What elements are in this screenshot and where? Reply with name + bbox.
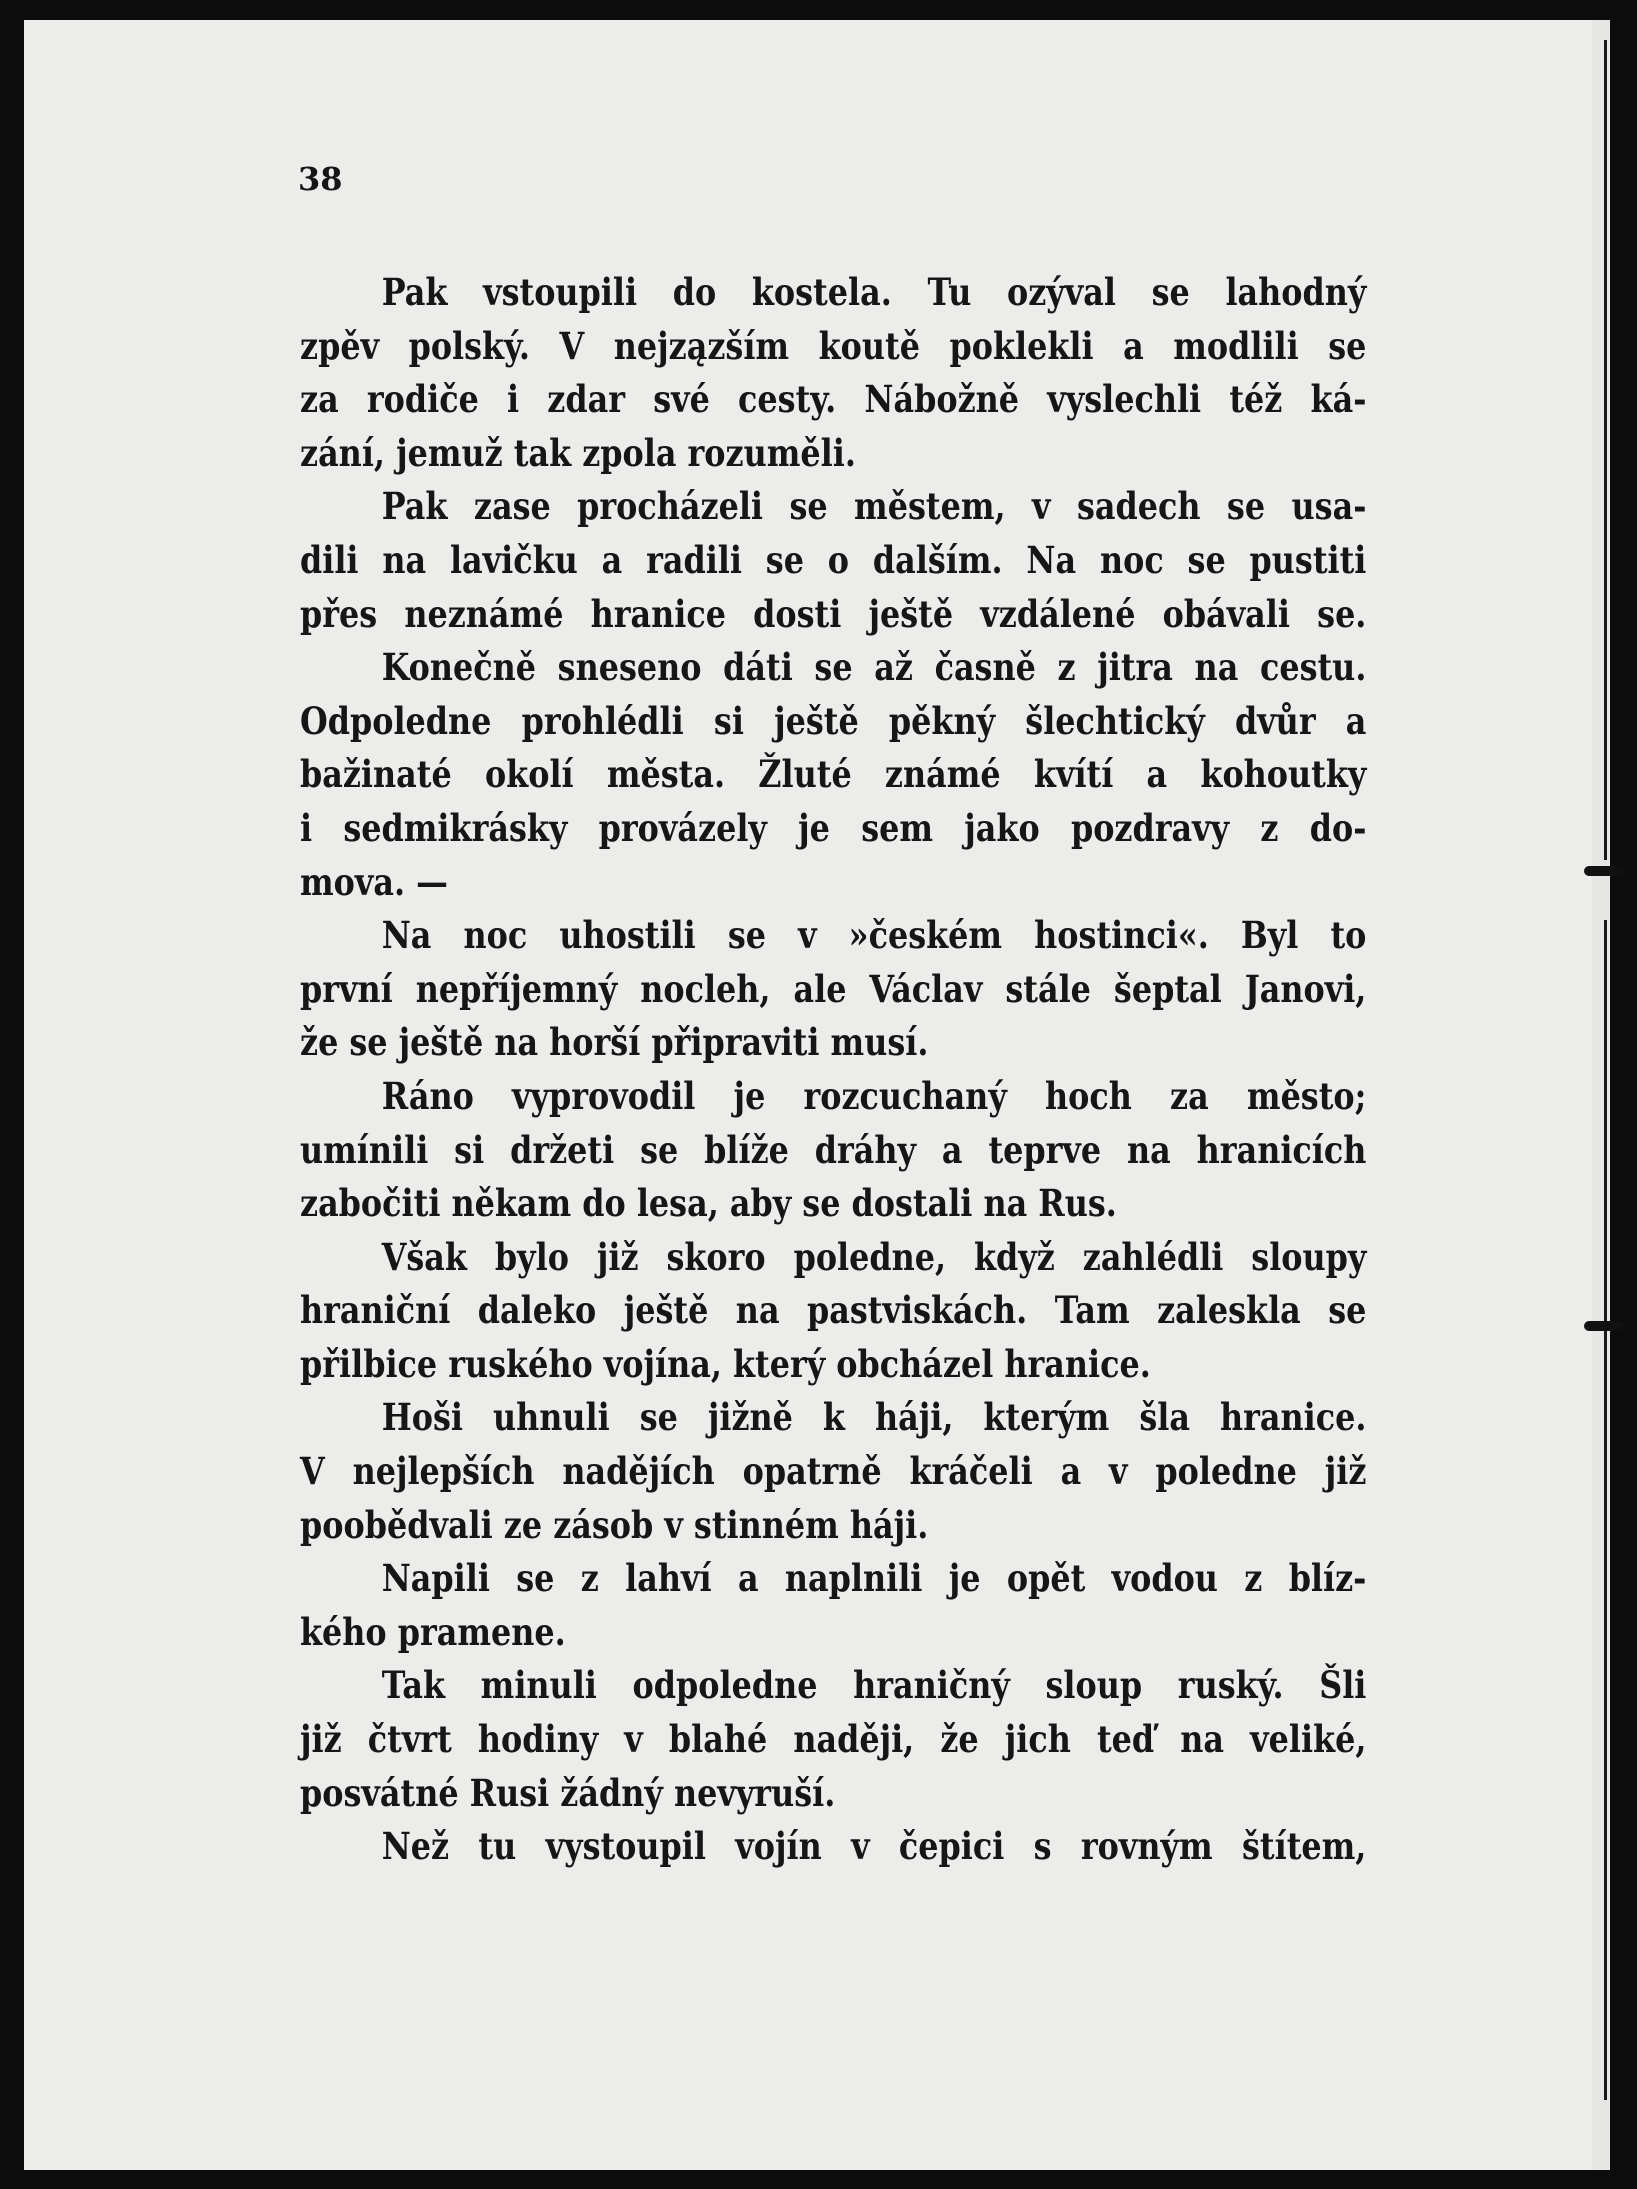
- text-line: poobědvali ze zásob v stinném háji.: [300, 1502, 929, 1547]
- text-line: že se ještě na horší připraviti musí.: [300, 1020, 929, 1065]
- text-line: V nejlepších nadějích opatrně kráčeli a v poledne již: [300, 1449, 1367, 1494]
- page-edge: [1592, 20, 1610, 2170]
- text-line: bažinaté okolí města. Žluté známé kvítí a kohoutky: [300, 752, 1367, 797]
- text-line: Pak vstoupili do kostela. Tu ozýval se lahodný: [381, 270, 1367, 314]
- text-line: umínili si držeti se blíže dráhy a teprve na hranicích: [300, 1127, 1367, 1172]
- text-line: za rodiče i zdar své cesty. Nábožně vyslechli též ká-: [300, 377, 1367, 422]
- text-line: kého pramene.: [300, 1609, 566, 1654]
- text-line: zání, jemuž tak zpola rozuměli.: [300, 430, 856, 475]
- edge-mark-upper: [1584, 866, 1624, 876]
- text-line: Hoši uhnuli se jižně k háji, kterým šla hranice.: [381, 1395, 1367, 1440]
- text-line: hraniční daleko ještě na pastviskách. Tam zaleskla se: [300, 1288, 1367, 1333]
- text-line: Než tu vystoupil vojín v čepici s rovným štítem,: [381, 1824, 1367, 1869]
- text-line: Na noc uhostili se v »českém hostinci«. Byl to: [381, 913, 1367, 958]
- text-line: přilbice ruského vojína, který obcházel hranice.: [300, 1341, 1151, 1386]
- text-line: i sedmikrásky provázely je sem jako pozdravy z do-: [300, 805, 1367, 850]
- text-line: přes neznámé hranice dosti ještě vzdálené obávali se.: [300, 591, 1367, 636]
- text-line: Konečně sneseno dáti se až časně z jitra na cestu.: [381, 645, 1367, 690]
- page-number: 38: [298, 160, 343, 198]
- text-line: posvátné Rusi žádný nevyruší.: [300, 1770, 836, 1815]
- edge-rule-lower: [1604, 920, 1607, 2100]
- text-line: Odpoledne prohlédli si ještě pěkný šlechtický dvůr a: [300, 698, 1367, 743]
- body-text: [300, 266, 1366, 1874]
- text-line: Pak zase procházeli se městem, v sadech se usa-: [381, 484, 1367, 529]
- edge-rule-upper: [1604, 40, 1607, 860]
- text-line: dili na lavičku a radili se o dalším. Na noc se pustiti: [300, 537, 1367, 582]
- edge-mark-lower: [1584, 1321, 1624, 1331]
- text-line: mova. —: [300, 859, 448, 904]
- text-line: již čtvrt hodiny v blahé naději, že jich teď na veliké,: [300, 1717, 1367, 1762]
- text-line: zabočiti někam do lesa, aby se dostali na Rus.: [300, 1181, 1117, 1226]
- text-line: první nepříjemný nocleh, ale Václav stále šeptal Janovi,: [300, 966, 1367, 1011]
- text-line: Napili se z lahví a naplnili je opět vodou z blíz-: [381, 1556, 1367, 1601]
- text-line: Však bylo již skoro poledne, když zahlédli sloupy: [381, 1234, 1367, 1279]
- text-line: zpěv polský. V nejzązším koutě poklekli a modlili se: [300, 323, 1367, 368]
- text-line: Tak minuli odpoledne hraničný sloup ruský. Šli: [381, 1663, 1367, 1708]
- text-line: Ráno vyprovodil je rozcuchaný hoch za město;: [381, 1073, 1367, 1118]
